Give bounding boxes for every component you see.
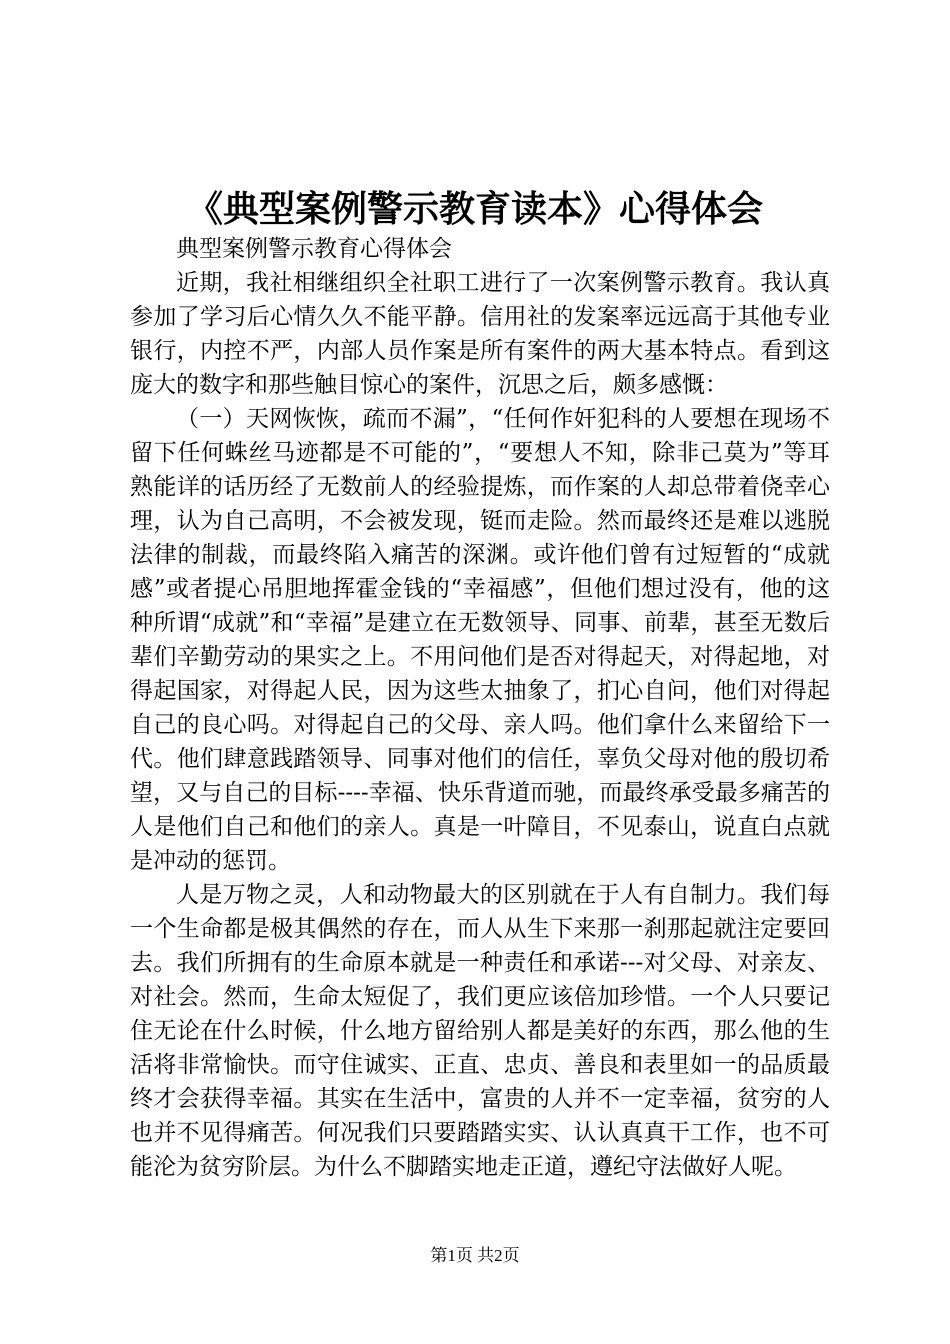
paragraph-intro: 近期，我社相继组织全社职工进行了一次案例警示教育。我认真参加了学习后心情久久不能平静。信用社的发案率远远高于其他专业银行，内控不严，内部人员作案是所有案件的两大基本特点。看到这庞大的数字和那些触目惊心的案件，沉思之后，颇多感慨： — [130, 270, 830, 398]
document-body — [130, 232, 830, 1184]
paragraph-section-one: （一）天网恢恢，疏而不漏”，“任何作奸犯科的人要想在现场不留下任何蛛丝马迹都是不可能的”，“要想人不知，除非己莫为”等耳熟能详的话历经了无数前人的经验提炼，而作案的人却总带着侥幸心理，认为自己高明，不会被发现，铤而走险。然而最终还是难以逃脱法律的制裁，而最终陷入痛苦的深渊。或许他们曾有过短暂的“成就感”或者提心吊胆地挥霍金钱的“幸福感”，但他们想过没有，他的这种所谓“成就”和“幸福”是建立在无数领导、同事、前辈，甚至无数后辈们辛勤劳动的果实之上。不用问他们是否对得起天，对得起地，对得起国家，对得起人民，因为这些太抽象了，扪心自问，他们对得起自己的良心吗。对得起自己的父母、亲人吗。他们拿什么来留给下一代。他们肆意践踏领导、同事对他们的信任，辜负父母对他的殷切希望，又与自己的目标----幸福、快乐背道而驰，而最终承受最多痛苦的人是他们自己和他们的亲人。真是一叶障目，不见泰山，说直白点就是冲动的惩罚。 — [130, 406, 830, 874]
page-title: 《典型案例警示教育读本》心得体会 — [186, 188, 763, 230]
document-subtitle: 典型案例警示教育心得体会 — [176, 236, 452, 262]
paragraph-reflection: 人是万物之灵，人和动物最大的区别就在于人有自制力。我们每一个生命都是极其偶然的存在，而人从生下来那一刹那起就注定要回去。我们所拥有的生命原本就是一种责任和承诺---对父母、对亲友、对社会。然而，生命太短促了，我们更应该倍加珍惜。一个人只要记住无论在什么时候，什么地方留给别人都是美好的东西，那么他的生活将非常愉快。而守住诚实、正直、忠贞、善良和表里如一的品质最终才会获得幸福。其实在生活中，富贵的人并不一定幸福，贫穷的人也并不见得痛苦。何况我们只要踏踏实实、认认真真干工作，也不可能沦为贫穷阶层。为什么不脚踏实地走正道，遵纪守法做好人呢。 — [130, 882, 830, 1180]
page-number-footer: 第1页 共2页 — [430, 1246, 520, 1265]
